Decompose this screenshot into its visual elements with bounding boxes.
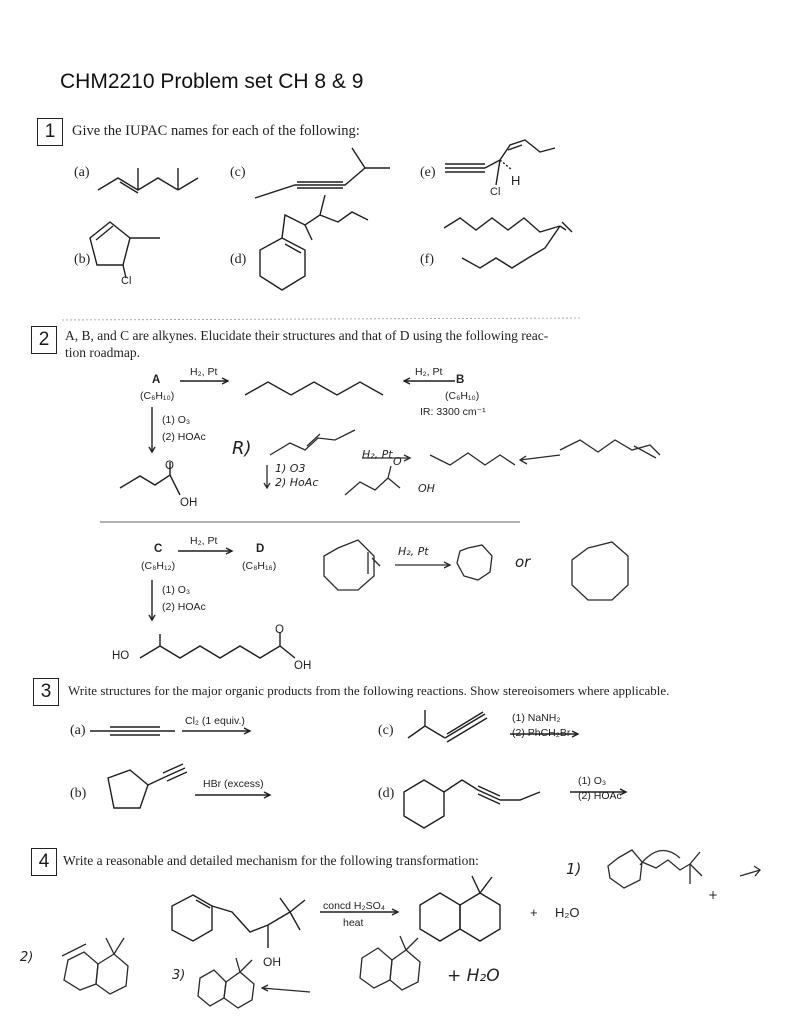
- q4-arrow: [320, 909, 398, 915]
- q3c-reagent-2: (2) PhCH₂Br: [512, 727, 571, 739]
- question-2-number: 2: [31, 326, 57, 354]
- q2-handwritten-rings: [324, 540, 628, 600]
- question-2-text-line1: A, B, and C are alkynes. Elucidate their structures and that of D using the following reac-: [65, 328, 549, 343]
- q2-product-diacid-C: [140, 632, 295, 658]
- q3b-molecule: [108, 764, 187, 808]
- reagent-ozone-C: (1) O₃: [162, 584, 191, 596]
- hand-or-note: or: [515, 553, 531, 571]
- q1d-molecule: [260, 195, 368, 290]
- q2-reaction-arrows: [149, 378, 455, 620]
- q3d-reagent-2: (2) HOAc: [578, 790, 622, 802]
- hand-step-3: 3): [172, 968, 186, 983]
- q3c-reagent-1: (1) NaNH₂: [512, 712, 561, 724]
- compound-D-formula: (C₈H₁₆): [242, 560, 277, 572]
- q1b-chlorine: Cl: [121, 275, 132, 287]
- compound-B-formula: (C₆H₁₀): [445, 390, 480, 402]
- question-4-number: 4: [31, 848, 57, 876]
- question-2-text-line2: tion roadmap.: [65, 345, 140, 360]
- hand-o3-note: 1) O3: [275, 462, 306, 475]
- q1f-molecule: [444, 218, 572, 268]
- q3d-molecule: [404, 780, 540, 828]
- q3b-reagent: HBr (excess): [203, 778, 264, 790]
- reagent-hoac-A: (2) HOAc: [162, 431, 206, 443]
- reagent-h2pt-B: H₂, Pt: [415, 366, 443, 378]
- q1a-molecule: [98, 168, 198, 193]
- q4-handwritten-mechanism: [62, 850, 760, 1008]
- compound-B-ir: IR: 3300 cm⁻¹: [420, 406, 486, 418]
- q4-reagent: concd H₂SO₄: [323, 900, 386, 912]
- q1-label-a: (a): [74, 165, 90, 180]
- q2-product-acid-A: [120, 462, 180, 495]
- question-4-text: Write a reasonable and detailed mechanism for the following transformation:: [63, 853, 479, 868]
- q1e-molecule: [445, 140, 555, 185]
- q3-label-c: (c): [378, 723, 394, 738]
- question-3-number: 3: [33, 678, 59, 706]
- q2-handwritten-structures: [264, 430, 660, 495]
- reagent-h2pt-A: H₂, Pt: [190, 366, 218, 378]
- q1c-molecule: [255, 148, 390, 198]
- product-o-A: O: [165, 460, 174, 472]
- hand-h2pt-note-2: H₂, Pt: [398, 545, 429, 558]
- q4-oh: OH: [263, 955, 281, 969]
- reagent-ozone-A: (1) O₃: [162, 414, 191, 426]
- q1e-chlorine: Cl: [490, 186, 501, 198]
- compound-C: C: [154, 543, 163, 555]
- product-oh-A: OH: [180, 497, 198, 509]
- product-o-C: O: [275, 624, 284, 636]
- question-3-text: Write structures for the major organic products from the following reactions. Show stereoisomers where applicable.: [68, 683, 670, 698]
- hand-step-1: 1): [566, 860, 582, 878]
- q1-label-b: (b): [74, 252, 91, 267]
- q1-label-c: (c): [230, 165, 246, 180]
- q4-water: H₂O: [555, 905, 580, 920]
- q1-label-e: (e): [420, 165, 436, 180]
- compound-A: A: [152, 374, 161, 386]
- reagent-hoac-C: (2) HOAc: [162, 601, 206, 613]
- q3a-reagent: Cl₂ (1 equiv.): [185, 715, 245, 727]
- hand-plus-charge: +: [708, 888, 719, 902]
- product-oh-C: OH: [294, 660, 312, 672]
- q3-arrows: [182, 728, 626, 798]
- compound-C-formula: (C₈H₁₂): [141, 560, 176, 572]
- q1b-molecule: [90, 222, 160, 278]
- hand-o-note: O: [393, 455, 402, 468]
- compound-A-formula: (C₆H₁₀): [140, 390, 175, 402]
- q1e-hydrogen: H: [511, 173, 521, 188]
- question-1-text: Give the IUPAC names for each of the following:: [72, 123, 360, 139]
- q2-hexane: [245, 382, 383, 395]
- q1-label-d: (d): [230, 252, 247, 267]
- q4-product: [420, 876, 500, 941]
- hand-hoac-note: 2) HoAc: [275, 476, 319, 489]
- q3d-reagent-1: (1) O₃: [578, 775, 607, 787]
- hand-water-note: + H₂O: [447, 966, 500, 986]
- q3-label-d: (d): [378, 786, 395, 801]
- hand-r-note: R): [232, 438, 252, 459]
- compound-B: B: [456, 374, 465, 386]
- reagent-h2pt-C: H₂, Pt: [190, 535, 218, 547]
- q3c-molecule: [408, 710, 487, 742]
- q3a-alkyne: [90, 727, 175, 735]
- hand-h2pt-note: H₂, Pt: [362, 448, 393, 461]
- q3-label-b: (b): [70, 786, 87, 801]
- q3-label-a: (a): [70, 723, 86, 738]
- question-1-number: 1: [37, 118, 63, 146]
- q4-starting-material: [172, 895, 305, 948]
- hand-oh-note: OH: [418, 482, 435, 495]
- compound-D: D: [256, 543, 265, 555]
- product-ho-C: HO: [112, 650, 130, 662]
- q4-condition: heat: [343, 917, 364, 929]
- hand-step-2: 2): [20, 950, 34, 965]
- page-title: CHM2210 Problem set CH 8 & 9: [60, 70, 364, 93]
- q4-plus: +: [530, 905, 538, 920]
- q1-label-f: (f): [420, 252, 434, 267]
